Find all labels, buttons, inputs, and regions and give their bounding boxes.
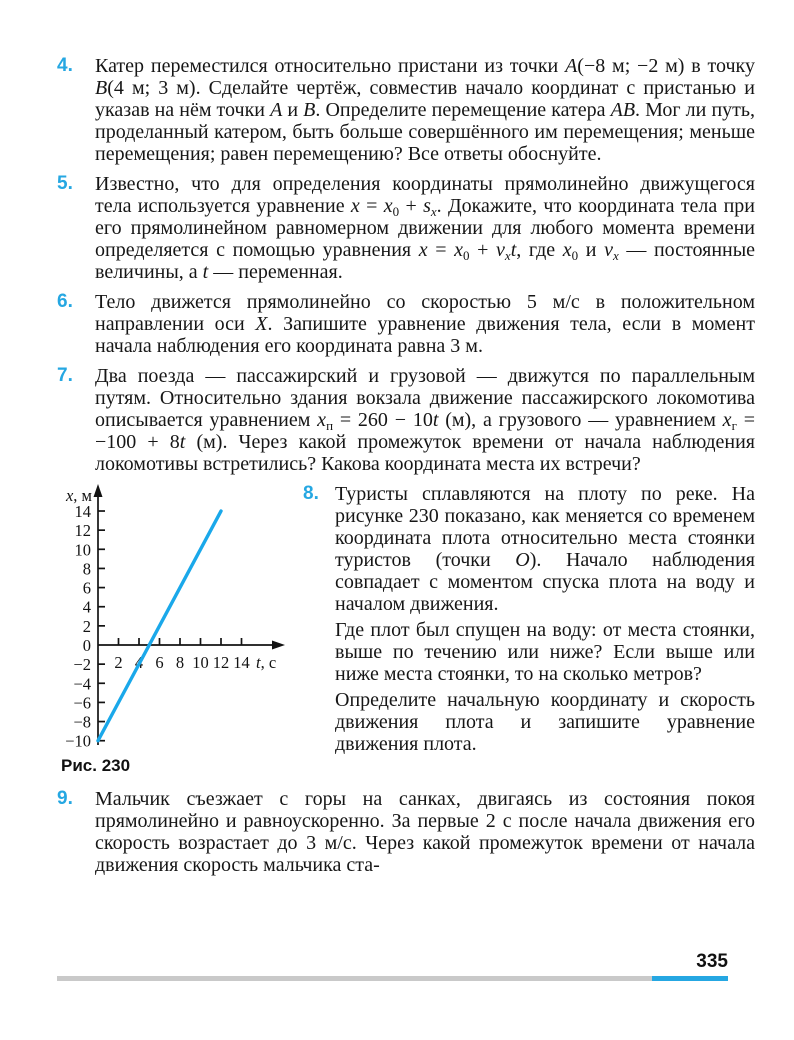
- problem-7-text: [95, 365, 755, 475]
- problem-4-number: 4.: [57, 55, 73, 76]
- paragraph: [335, 483, 755, 615]
- x-tick-label: 12: [212, 653, 230, 672]
- problem-8-text: [335, 483, 755, 768]
- text-segment: x: [562, 239, 572, 261]
- footer-rule: [57, 976, 728, 981]
- text-segment: Где плот был спущен на воду: от места стоянки, выше по течению или ниже? Если выше или ниже места стоянки, то на сколько метров?: [335, 619, 755, 685]
- y-tick-label: 12: [74, 521, 91, 541]
- problem-6: [57, 291, 755, 357]
- page-footer: [57, 951, 728, 981]
- text-segment: v: [496, 239, 505, 261]
- text-segment: (м). Через какой промежуток времени от начала наблюдения локомотивы встретились? Какова координата места их встречи?: [95, 431, 756, 475]
- text-segment: 0: [463, 248, 470, 263]
- paragraph: [335, 689, 755, 755]
- paragraph: [95, 291, 755, 357]
- text-segment: +: [399, 195, 424, 217]
- y-tick-label: 14: [74, 502, 91, 522]
- problem-8-number: 8.: [303, 483, 319, 504]
- y-tick-label: −8: [73, 712, 91, 732]
- y-tick-label: 6: [82, 578, 91, 598]
- problem-6-number: 6.: [57, 291, 73, 312]
- text-segment: (м), а грузового — уравнением: [438, 409, 723, 431]
- text-segment: п: [326, 418, 334, 433]
- text-segment: x: [317, 409, 327, 431]
- text-segment: 0: [392, 204, 400, 219]
- y-tick-label: −2: [73, 655, 91, 675]
- text-segment: A: [565, 55, 578, 77]
- x-tick-label: 14: [233, 653, 250, 672]
- text-segment: Туристы сплавляются на плоту по реке. На рисунке 230 показано, как меняется со временем координата плота относительно места стоянки туристов (точки: [335, 483, 755, 571]
- problem-7-number: 7.: [57, 365, 73, 386]
- text-segment: O: [515, 549, 530, 571]
- text-segment: t: [432, 409, 439, 431]
- text-segment: . Мог ли путь, проделанный катером, быть больше совершённого им перемещения; меньше перемещения; равен перемещению? Все ответы обоснуйте.: [95, 99, 756, 165]
- problem-8: [303, 483, 755, 768]
- text-segment: x: [612, 248, 619, 263]
- problem-5: [57, 173, 755, 283]
- paragraph: [95, 788, 755, 876]
- y-axis-arrow: [94, 484, 103, 497]
- x-tick-label: 6: [155, 653, 164, 672]
- y-tick-label: 0: [82, 636, 91, 655]
- figure-caption: Рис. 230: [61, 756, 131, 775]
- figure-230: [45, 483, 295, 776]
- text-segment: =: [359, 195, 384, 217]
- text-segment: x: [350, 195, 360, 217]
- text-segment: . Определите перемещение катера: [315, 99, 611, 121]
- x-tick-label: 10: [192, 653, 209, 672]
- x-tick-label: 4: [134, 653, 144, 672]
- problem-4: [57, 55, 755, 165]
- text-segment: и: [282, 99, 304, 121]
- x-tick-label: 8: [175, 653, 185, 672]
- text-segment: Катер переместился относительно пристани из точки: [95, 55, 566, 77]
- text-segment: X: [255, 313, 268, 335]
- y-tick-label: 4: [82, 597, 91, 617]
- paragraph: [95, 173, 755, 283]
- text-segment: Известно, что для определения координаты прямолинейно движущегося тела используется уравнение: [95, 173, 755, 217]
- text-segment: — постоянные величины, а: [95, 239, 756, 283]
- text-segment: г: [731, 418, 737, 433]
- problem-5-number: 5.: [57, 173, 73, 194]
- text-segment: , где: [516, 239, 563, 261]
- problem-9-text: [95, 788, 755, 876]
- text-segment: = −100 + 8: [95, 409, 755, 453]
- text-segment: — переменная.: [208, 261, 343, 283]
- text-segment: v: [604, 239, 613, 261]
- text-segment: и: [578, 239, 605, 261]
- text-segment: t: [510, 239, 517, 261]
- text-segment: +: [469, 239, 497, 261]
- text-segment: x: [430, 204, 437, 219]
- x-tick-label: 2: [114, 653, 123, 672]
- problem-4-text: [95, 55, 755, 165]
- text-segment: (4 м; 3 м). Сделайте чертёж, совместив начало координат с пристанью и указав на нём точки: [95, 77, 755, 121]
- footer-rule-accent: [652, 976, 728, 981]
- text-segment: x: [504, 248, 511, 263]
- text-segment: Два поезда — пассажирский и грузовой — движутся по параллельным путям. Относительно здания вокзала движение пассажирского локомотива описывается уравнением: [95, 365, 755, 431]
- text-segment: . Докажите, что координата тела при его прямолинейном равномерном движении для любого момента времени определяется с помощью уравнения: [95, 195, 756, 261]
- figure-and-problem-8-row: [57, 483, 755, 776]
- y-tick-label: 8: [82, 559, 91, 579]
- text-segment: 0: [571, 248, 579, 263]
- text-segment: Тело движется прямолинейно со скоростью 5 м/с в положительном направлении оси: [95, 291, 755, 335]
- y-tick-label: −6: [73, 693, 91, 713]
- text-segment: x: [418, 239, 428, 261]
- x-axis-label: t, с: [256, 653, 277, 672]
- paragraph: [335, 619, 755, 685]
- text-segment: t: [202, 261, 209, 283]
- problem-9-number: 9.: [57, 788, 73, 809]
- page-number: 335: [696, 951, 728, 972]
- problem-9: [57, 788, 755, 876]
- problem-5-text: [95, 173, 755, 283]
- x-axis-arrow: [272, 641, 285, 650]
- y-axis-label: x, м: [65, 486, 92, 505]
- data-line: [98, 511, 221, 741]
- y-tick-label: 2: [82, 616, 91, 636]
- text-segment: x: [454, 239, 464, 261]
- text-segment: = 260 − 10: [333, 409, 433, 431]
- text-segment: ). Начало наблюдения совпадает с моментом спуска плота на воду и началом движения.: [335, 549, 755, 615]
- text-segment: (−8 м; −2 м) в точку: [577, 55, 755, 77]
- problem-7: [57, 365, 755, 475]
- text-segment: B: [303, 99, 316, 121]
- paragraph: [95, 55, 755, 165]
- text-segment: AB: [610, 99, 636, 121]
- text-segment: t: [179, 431, 186, 453]
- text-segment: Мальчик съезжает с горы на санках, двигаясь из состояния покоя прямолинейно и равноускоренно. За первые 2 с после начала движения его скорость возрастает до 3 м/с. Через какой промежуток времени от начала движения скорость мальчика ста-: [95, 788, 755, 876]
- paragraph: [95, 365, 755, 475]
- text-segment: . Запишите уравнение движения тела, если в момент начала наблюдения его координата равна 3 м.: [95, 313, 755, 357]
- text-segment: A: [270, 99, 283, 121]
- y-tick-label: −4: [73, 674, 91, 694]
- y-tick-label: −10: [65, 731, 91, 749]
- text-segment: x: [383, 195, 393, 217]
- y-tick-label: 10: [74, 540, 91, 560]
- text-segment: s: [423, 195, 431, 217]
- text-segment: =: [427, 239, 455, 261]
- text-segment: x: [722, 409, 732, 431]
- problem-6-text: [95, 291, 755, 357]
- text-segment: B: [95, 77, 108, 99]
- text-segment: Определите начальную координату и скорость движения плота и запишите уравнение движения плота.: [335, 689, 755, 755]
- position-time-graph: [45, 483, 295, 749]
